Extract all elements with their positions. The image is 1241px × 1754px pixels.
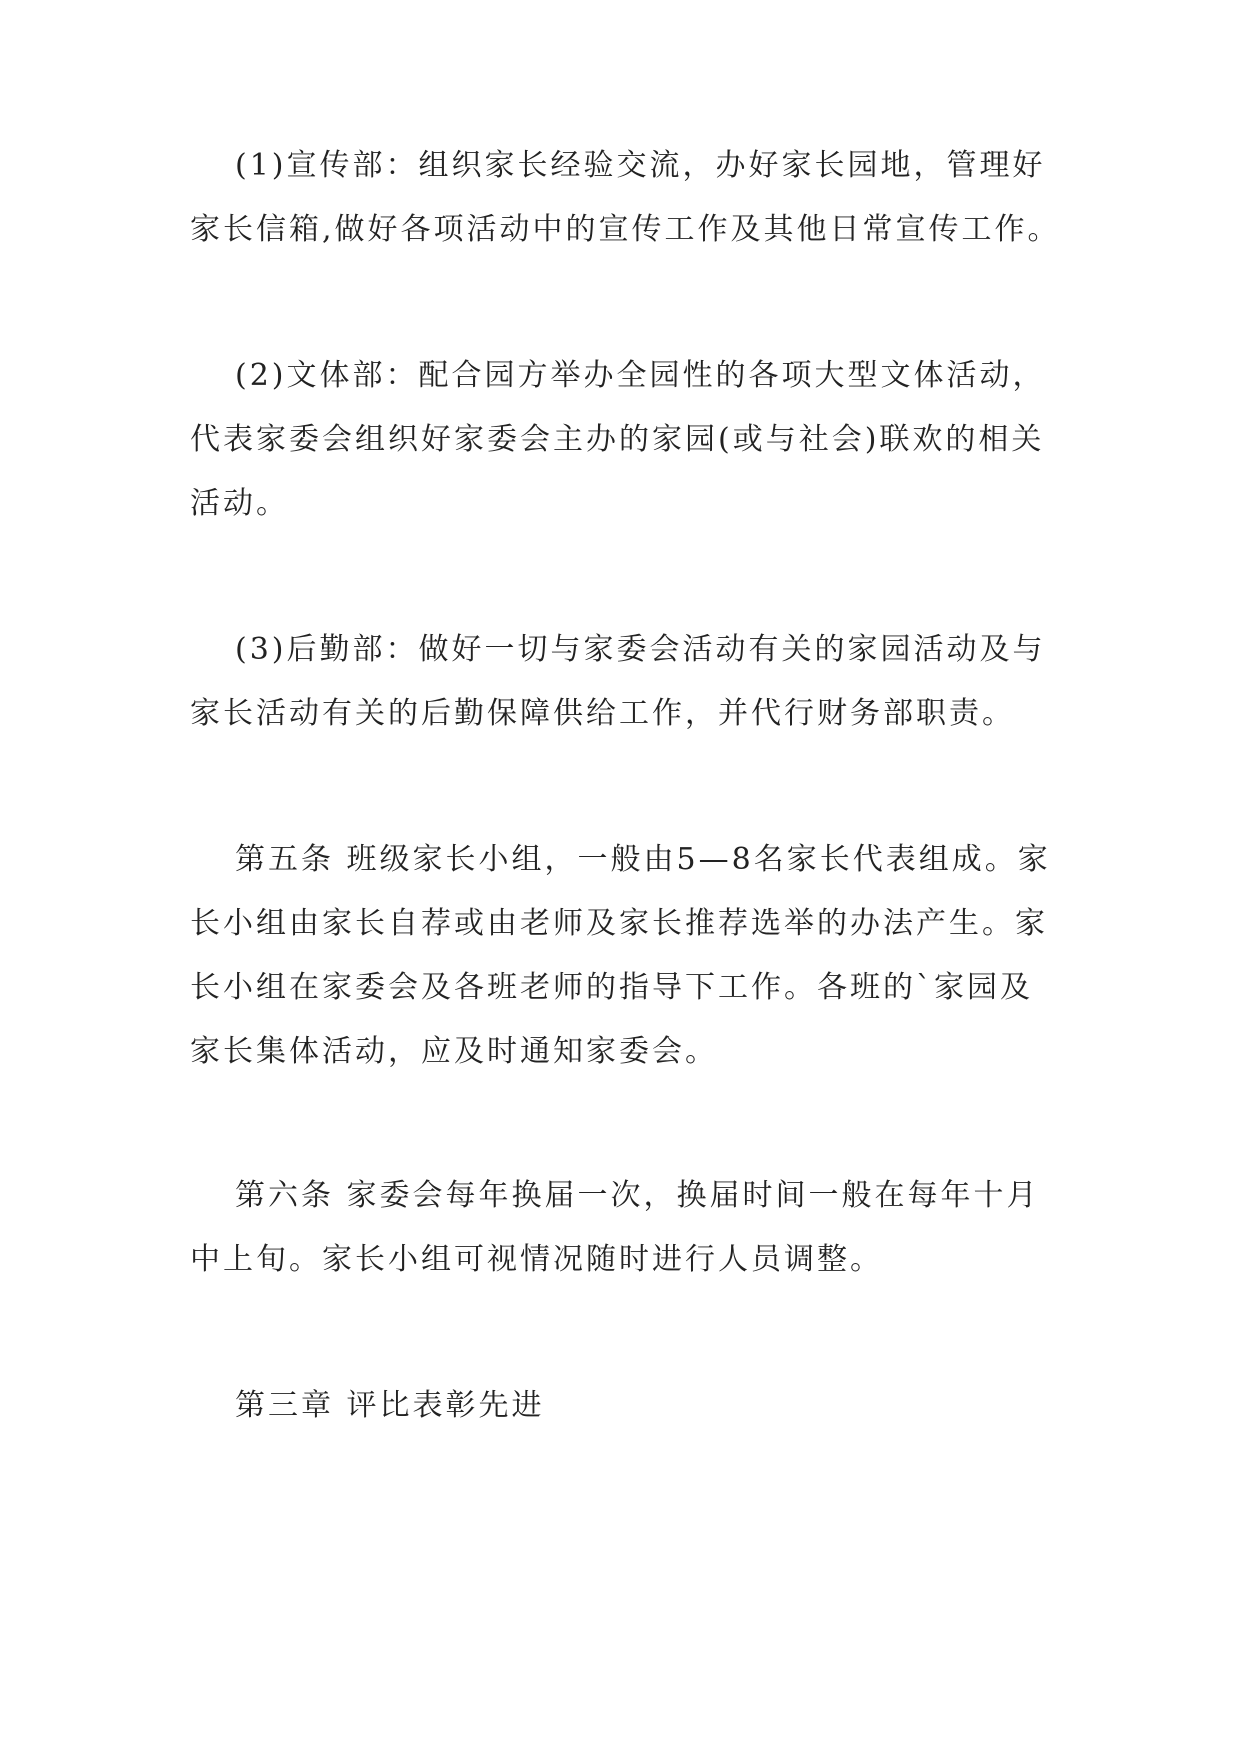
text-line: 家长集体活动，应及时通知家委会。 xyxy=(190,1034,718,1069)
text-line: 第五条 班级家长小组，一般由5—8名家长代表组成。家 xyxy=(235,842,1051,877)
text-line: 家长信箱,做好各项活动中的宣传工作及其他日常宣传工作。 xyxy=(190,212,1061,247)
paragraph-culture-sports-dept xyxy=(190,344,1070,536)
paragraph-logistics-dept xyxy=(190,618,1070,746)
text-line: (1)宣传部：组织家长经验交流，办好家长园地，管理好 xyxy=(235,148,1046,183)
text-line: 长小组在家委会及各班老师的指导下工作。各班的`家园及 xyxy=(190,970,1033,1005)
text-line: 第三章 评比表彰先进 xyxy=(235,1388,545,1423)
text-line: 代表家委会组织好家委会主办的家园(或与社会)联欢的相关 xyxy=(190,422,1045,457)
paragraph-publicity-dept xyxy=(190,134,1070,262)
text-line: 第六条 家委会每年换届一次，换届时间一般在每年十月 xyxy=(235,1178,1040,1213)
text-line: 家长活动有关的后勤保障供给工作，并代行财务部职责。 xyxy=(190,696,1015,731)
text-line: 中上旬。家长小组可视情况随时进行人员调整。 xyxy=(190,1242,883,1277)
text-line: 长小组由家长自荐或由老师及家长推荐选举的办法产生。家 xyxy=(190,906,1048,941)
text-line: (3)后勤部：做好一切与家委会活动有关的家园活动及与 xyxy=(235,632,1046,667)
text-line: 活动。 xyxy=(190,486,289,521)
paragraph-article-six xyxy=(190,1164,1070,1292)
paragraph-article-five xyxy=(190,828,1070,1084)
chapter-heading xyxy=(190,1374,1070,1438)
text-line: (2)文体部：配合园方举办全园性的各项大型文体活动， xyxy=(235,358,1046,393)
